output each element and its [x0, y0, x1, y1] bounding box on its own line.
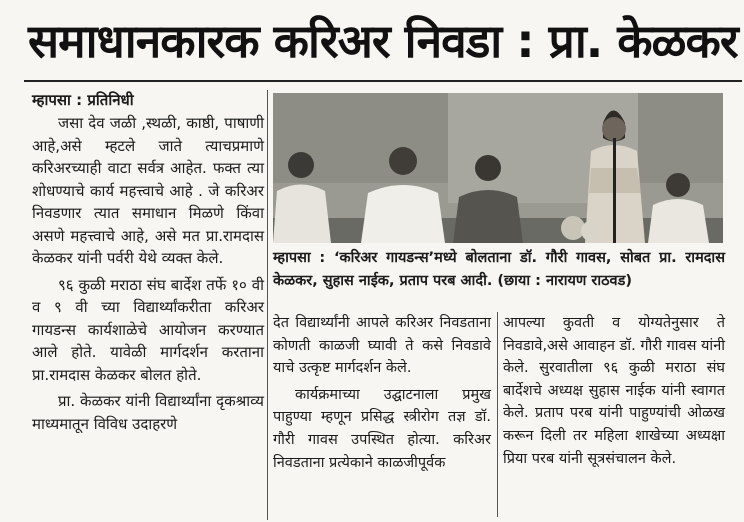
headline-rule: [24, 80, 742, 82]
photo-caption: म्हापसा : ‘करिअर गायडन्स’मध्ये बोलताना डॉ. गौरी गावस, सोबत प्रा. रामदास केळकर, सुहास नाईक, प्रताप परब आदी. (छाया : नारायण राठवड): [273, 250, 725, 289]
col1-paragraph-3: प्रा. केळकर यांनी विद्यार्थ्यांना दृकश्राव्य माध्यमातून विविध उदाहरणे: [32, 392, 264, 433]
article-column-1: [32, 112, 264, 439]
article-column-3: [503, 312, 725, 474]
col1-paragraph-1: जसा देव जळी ,स्थळी, काष्ठी, पाषाणी आहे,असे म्हटले जाते त्याचप्रमाणे करिअरच्याही वाटा सर्वत्र आहेत. फक्त त्या शोधण्याचे कार्य महत्त्वाचे आहे . जे करिअर निवडणार त्यात समाधान मिळणे किंवा असणे महत्त्वाचे आहे, असे मत प्रा.रामदास केळकर यांनी पर्वरी येथे व्यक्त केले.: [32, 114, 264, 267]
col2-paragraph-2: कार्यक्रमाच्या उद्घाटनाला प्रमुख पाहुण्या म्हणून प्रसिद्ध स्त्रीरोग तज्ञ डॉ. गौरी गावस उपस्थित होत्या. करिअर निवडताना प्रत्येकाने काळजीपूर्वक: [273, 386, 491, 471]
column-divider-1: [267, 90, 268, 520]
col1-paragraph-2: ९६ कुळी मराठा संघ बार्देश तर्फे १० वी व ९ वी च्या विद्यार्थ्यांकरीता करिअर गायडन्स कार्यशाळेचे आयोजन करण्यात आले होते. यावेळी मार्गदर्शन करताना प्रा.रामदास केळकर बोलत होते.: [32, 275, 264, 384]
column-divider-2: [497, 312, 498, 517]
event-photo-image: [273, 93, 723, 243]
headline: समाधानकारक करिअर निवडा : प्रा. केळकर: [28, 14, 738, 68]
col3-paragraph-1: आपल्या कुवती व योग्यतेनुसार ते निवडावे,असे आवाहन डॉ. गौरी गावस यांनी केले. सुरवातीला ९६ कुळी मराठा संघ बार्देशचे अध्यक्ष सुहास नाईक यांनी स्वागत केले. प्रताप परब यांनी पाहुण्यांची ओळख करून दिली तर महिला शाखेच्या अध्यक्षा प्रिया परब यांनी सूत्रसंचालन केले.: [503, 315, 725, 467]
byline: म्हापसा : प्रतिनिधी: [32, 91, 134, 109]
col2-paragraph-1: देत विद्यार्थ्यांनी आपले करिअर निवडताना कोणती काळजी घ्यावी ते कसे निवडावे याचे उत्कृष्ट मार्गदर्शन केले.: [273, 315, 491, 377]
article-column-2: [273, 312, 491, 478]
event-photo: [273, 93, 723, 243]
